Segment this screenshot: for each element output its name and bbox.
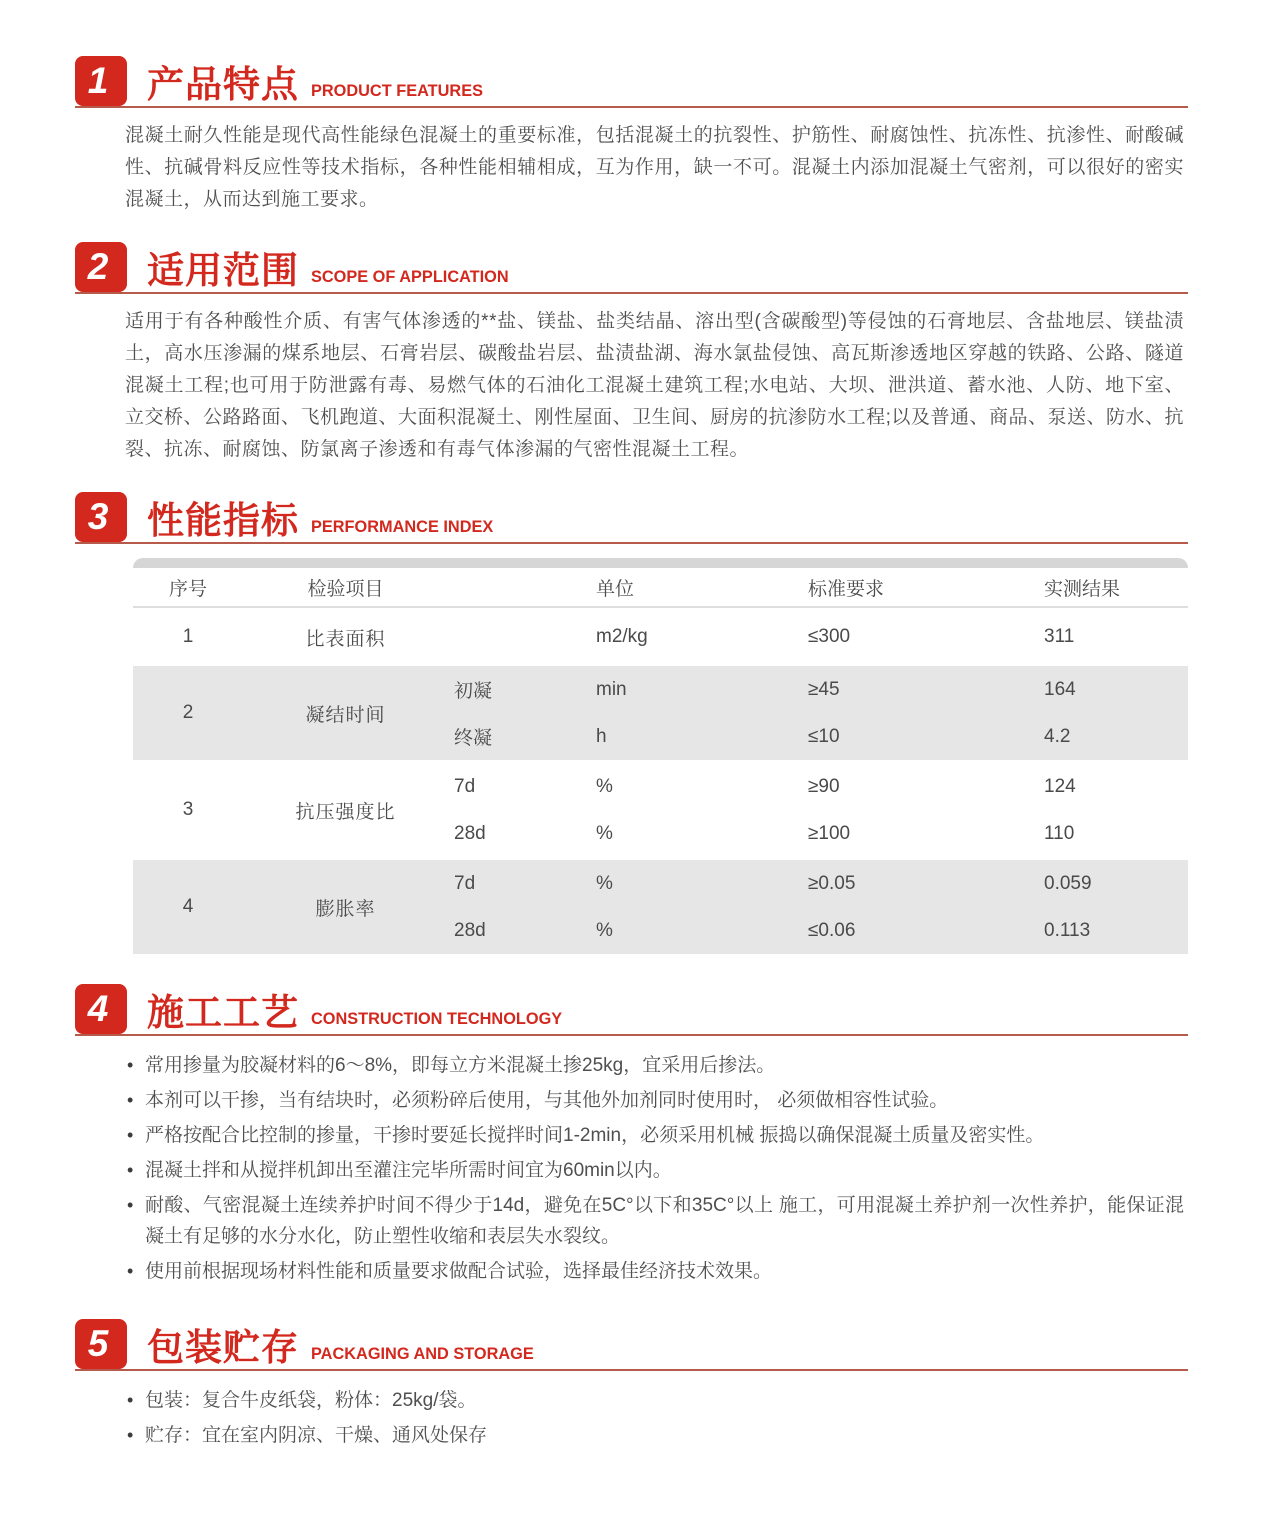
section-number: 3 <box>87 496 109 537</box>
table-cell-sub-item: 28d <box>454 919 486 941</box>
performance-table-body <box>133 611 1188 954</box>
section-title-zh: 施工工艺 <box>147 992 299 1033</box>
table-header-seq: 序号 <box>168 578 207 600</box>
table-cell-item: 膨胀率 <box>315 898 376 920</box>
table-row <box>448 810 1188 857</box>
table-cell-standard: ≤10 <box>808 725 840 747</box>
table-cell-result: 110 <box>1044 822 1075 844</box>
table-header-result: 实测结果 <box>1044 578 1121 600</box>
section-title-en: CONSTRUCTION TECHNOLOGY <box>311 1009 563 1028</box>
table-cell-sub-item: 28d <box>454 822 486 844</box>
section-header <box>75 238 1188 294</box>
section-header <box>75 52 1188 108</box>
table-cell-result: 0.113 <box>1044 919 1091 941</box>
table-row-group <box>133 763 1188 857</box>
table-cell-seq: 1 <box>182 626 194 647</box>
section-number: 2 <box>87 246 109 287</box>
table-cell-standard: ≥100 <box>808 822 851 844</box>
section-paragraph: 混凝土耐久性能是现代高性能绿色混凝土的重要标准，包括混凝土的抗裂性、护筋性、耐腐蚀性、抗冻性、抗渗性、耐酸碱性、抗碱骨料反应性等技术指标，各种性能相辅相成，互为作用，缺一不可。混凝土内添加混凝土气密剂，可以很好的密实混凝土，从而达到施工要求。 <box>125 125 1184 210</box>
table-top-bar <box>133 558 1188 568</box>
table-cell-sub-item: 初凝 <box>454 681 493 702</box>
section-number-badge <box>75 56 127 106</box>
table-cell-sub-item: 7d <box>454 872 476 894</box>
table-cell-item: 凝结时间 <box>305 704 386 726</box>
table-cell-result: 164 <box>1044 678 1076 700</box>
bullet-item: • 严格按配合比控制的掺量，干掺时要延长搅拌时间1-2min，必须采用机械 振捣以确保混凝土质量及密实性。 <box>127 1120 1184 1151</box>
table-row-group <box>133 860 1188 954</box>
table-row <box>448 713 1188 760</box>
section-performance-index <box>75 488 1188 954</box>
table-cell-unit: min <box>596 678 627 700</box>
table-row <box>448 907 1188 954</box>
table-subrows <box>448 611 1188 663</box>
bullet-item: • 混凝土拌和从搅拌机卸出至灌注完毕所需时间宜为60min以内。 <box>127 1155 1184 1186</box>
table-cell-seq: 2 <box>182 702 194 723</box>
bullet-item: • 常用掺量为胶凝材料的6～8%，即每立方米混凝土掺25kg，宜采用后掺法。 <box>127 1050 1184 1081</box>
table-header-row <box>133 568 1188 608</box>
table-cell-unit: h <box>596 725 607 747</box>
section-number: 4 <box>87 988 109 1029</box>
section-title-zh: 性能指标 <box>147 500 299 541</box>
section-title-en: PACKAGING AND STORAGE <box>311 1344 534 1363</box>
table-cell-result: 311 <box>1044 626 1075 647</box>
table-row <box>448 666 1188 713</box>
packaging-bullet-list <box>127 1385 1184 1451</box>
section-number: 5 <box>87 1323 109 1364</box>
table-subrows <box>448 763 1188 857</box>
table-cell-standard: ≤0.06 <box>808 919 856 941</box>
section-title-en: PERFORMANCE INDEX <box>311 517 494 536</box>
table-header-std: 标准要求 <box>808 578 885 600</box>
table-cell-result: 124 <box>1044 775 1076 797</box>
table-subrows <box>448 860 1188 954</box>
table-cell-standard: ≤300 <box>808 626 851 647</box>
table-cell-standard: ≥45 <box>808 678 840 700</box>
section-number-badge <box>75 492 127 542</box>
table-cell-standard: ≥0.05 <box>808 872 856 894</box>
table-row-group <box>133 666 1188 760</box>
bullet-item: • 耐酸、气密混凝土连续养护时间不得少于14d，避免在5C°以下和35C°以上 施工，可用混凝土养护剂一次性养护，能保证混凝土有足够的水分水化，防止塑性收缩和表层失水裂纹。 <box>127 1190 1184 1252</box>
table-subrows <box>448 666 1188 760</box>
table-cell-unit: % <box>596 919 613 941</box>
section-title-zh: 包装贮存 <box>147 1327 299 1368</box>
bullet-item: • 包装：复合牛皮纸袋，粉体：25kg/袋。 <box>127 1385 1184 1416</box>
table-cell-sub-item: 终凝 <box>454 728 493 749</box>
table-row <box>448 611 1188 663</box>
table-cell-sub-item: 7d <box>454 775 476 797</box>
table-cell-seq: 4 <box>182 896 194 917</box>
section-number-badge <box>75 984 127 1034</box>
table-header-unit: 单位 <box>596 578 635 600</box>
section-paragraph: 适用于有各种酸性介质、有害气体渗透的**盐、镁盐、盐类结晶、溶出型(含碳酸型)等侵蚀的石膏地层、含盐地层、镁盐渍土，高水压渗漏的煤系地层、石膏岩层、碳酸盐岩层、盐渍盐湖、海水氯盐侵蚀、高瓦斯渗透地区穿越的铁路、公路、隧道混凝土工程;也可用于防泄露有毒、易燃气体的石油化工混凝土建筑工程;水电站、大坝、泄洪道、蓄水池、人防、地下室、立交桥、公路路面、飞机跑道、大面积混凝土、刚性屋面、卫生间、厨房的抗渗防水工程;以及普通、商品、泵送、防水、抗裂、抗冻、耐腐蚀、防氯离子渗透和有毒气体渗漏的气密性混凝土工程。 <box>125 311 1184 460</box>
table-row <box>448 860 1188 907</box>
table-cell-result: 4.2 <box>1044 725 1071 747</box>
table-cell-unit: % <box>596 872 613 894</box>
section-title-en: SCOPE OF APPLICATION <box>311 267 509 286</box>
section-title-zh: 产品特点 <box>147 64 299 105</box>
table-cell-unit: m2/kg <box>596 626 648 647</box>
section-product-features <box>75 52 1188 216</box>
table-header-item: 检验项目 <box>307 578 384 600</box>
table-cell-result: 0.059 <box>1044 872 1092 894</box>
bullet-item: • 使用前根据现场材料性能和质量要求做配合试验，选择最佳经济技术效果。 <box>127 1256 1184 1287</box>
section-number-badge <box>75 242 127 292</box>
section-scope-of-application <box>75 238 1188 466</box>
section-packaging-and-storage <box>75 1315 1188 1451</box>
table-cell-unit: % <box>596 775 613 797</box>
section-number-badge <box>75 1319 127 1369</box>
table-cell-standard: ≥90 <box>808 775 840 797</box>
section-header <box>75 1315 1188 1371</box>
construction-bullet-list <box>127 1050 1184 1287</box>
section-header <box>75 980 1188 1036</box>
table-cell-seq: 3 <box>182 799 194 820</box>
section-title-zh: 适用范围 <box>147 250 299 291</box>
bullet-item: • 贮存：宜在室内阴凉、干燥、通风处保存 <box>127 1420 1184 1451</box>
bullet-item: • 本剂可以干掺，当有结块时，必须粉碎后使用，与其他外加剂同时使用时， 必须做相容性试验。 <box>127 1085 1184 1116</box>
table-cell-item: 比表面积 <box>305 628 386 650</box>
section-title-en: PRODUCT FEATURES <box>311 81 483 100</box>
section-number: 1 <box>87 60 109 101</box>
section-construction-technology <box>75 980 1188 1287</box>
table-row <box>448 763 1188 810</box>
section-header <box>75 488 1188 544</box>
performance-table <box>133 558 1188 954</box>
table-cell-item: 抗压强度比 <box>295 801 396 823</box>
table-cell-unit: % <box>596 822 613 844</box>
table-row-group <box>133 611 1188 663</box>
